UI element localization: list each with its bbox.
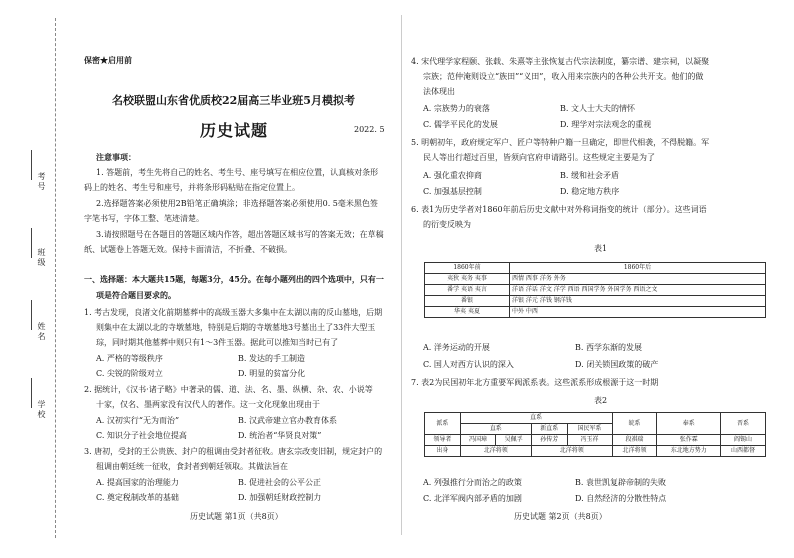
q6-option-a: A. 洋务运动的开展: [423, 343, 490, 352]
section1-heading-line-1: 一、选择题：本大题共15题，每题3分，45分。在每小题列出的四个选项中，只有一: [84, 274, 384, 284]
q1-option-b: B. 发达的手工制造: [238, 354, 305, 363]
table1: [424, 262, 766, 318]
table-cell: 洋语 洋话 洋文 洋学 西语 西国学务 外国学务 西语之文: [510, 285, 766, 296]
q5-option-c: C. 加强基层控制: [423, 187, 482, 196]
subject-title: 历史试题: [200, 121, 269, 140]
table-row: [425, 285, 766, 296]
table-cell: 番学 夷语 夷言: [425, 285, 510, 296]
q4-line-1: 4. 宋代理学家程颐、张载、朱熹等主张恢复古代宗法制度，纂宗谱、建宗祠，以凝聚: [411, 57, 710, 66]
table-cell: 吴佩孚: [496, 435, 532, 446]
q6-line-2: 的衍变反映为: [423, 220, 471, 229]
q7-line-1: 7. 表2为民国初年北方重要军阀派系表。这些派系形成根源于这一时期: [411, 378, 659, 387]
binding-dashed-line: [55, 18, 56, 538]
table-cell: 北洋将领: [531, 446, 612, 457]
exam-no-line: [31, 150, 32, 180]
table-cell: 西情 西事 洋务 外务: [510, 274, 766, 285]
table-cell: 东北地方势力: [657, 446, 721, 457]
table-row: [425, 296, 766, 307]
school-label: 学校: [37, 400, 46, 420]
table-cell: 领导者: [425, 435, 461, 446]
school-line: [31, 378, 32, 408]
table-row: [425, 446, 766, 457]
table-cell: 华夷 夷夏: [425, 307, 510, 318]
table-cell: 奉系: [657, 413, 721, 435]
table-cell: 1860年后: [510, 263, 766, 274]
name-line: [31, 300, 32, 330]
q3-line-1: 3. 唐初，受封的王公贵族、封户的租调由受封者征收。唐玄宗改变旧制，规定封户的: [84, 447, 383, 456]
q1-option-d: D. 明显的贫富分化: [238, 369, 306, 378]
table-cell: 张作霖: [657, 435, 721, 446]
q1-line-2: 则集中在太湖以北的寺墩墓地，特别是后期的寺墩墓地3号墓出土了33件大型玉: [96, 323, 376, 332]
table-cell: 1860年前: [425, 263, 510, 274]
q2-option-a: A. 汉初实行“无为而治”: [96, 416, 180, 425]
q6-option-c: C. 国人对西方认识的深入: [423, 360, 514, 369]
q3-option-b: B. 促进社会的公平公正: [238, 478, 321, 487]
table-cell: 夷狄 夷务 夷事: [425, 274, 510, 285]
q5-option-b: B. 缓和社会矛盾: [560, 171, 619, 180]
table-cell: 派系: [425, 413, 461, 435]
table2-title: 表2: [594, 396, 608, 405]
table-cell: 直系: [460, 424, 531, 435]
exam-title: 名校联盟山东省优质校22届高三毕业班5月模拟考: [112, 94, 355, 107]
table2: [424, 412, 766, 457]
q3-option-a: A. 提高国家的治理能力: [96, 478, 179, 487]
notice-2-line-1: 2.选择题答案必须使用2B铅笔正确填涂；非选择题答案必须使用0. 5毫米黑色签: [96, 199, 378, 208]
secret-mark: 保密★启用前: [84, 55, 132, 65]
notice-1-line-2: 码上的姓名、考生号和座号，并将条形码粘贴在指定位置上。: [84, 183, 300, 192]
table-cell: 晋系: [720, 413, 765, 435]
q4-option-a: A. 宗族势力的衰落: [423, 104, 490, 113]
table-cell: 中外 中西: [510, 307, 766, 318]
q3-option-d: D. 加强朝廷财政控制力: [238, 493, 322, 502]
table-cell: 北洋将领: [612, 446, 657, 457]
left-footer: 历史试题 第1页（共8页）: [190, 512, 283, 521]
table-cell: 北洋将领: [460, 446, 531, 457]
q6-option-d: D. 闭关锁国政策的破产: [575, 360, 659, 369]
exam-no-label: 考号: [37, 172, 46, 192]
notice-3-line-2: 纸、试题卷上答题无效。保持卡面清洁，不折叠、不破损。: [84, 245, 292, 254]
q7-option-c: C. 北洋军阀内部矛盾的加剧: [423, 494, 522, 503]
table-cell: 冯国璋: [460, 435, 496, 446]
q7-option-a: A. 列强推行分而治之的政策: [423, 478, 522, 487]
q4-option-b: B. 文人士大夫的情怀: [560, 104, 635, 113]
q3-option-c: C. 奠定税制改革的基础: [96, 493, 179, 502]
q5-line-2: 民人等出行超过百里，皆须向官府申请路引。这些规定主要是为了: [423, 153, 655, 162]
q4-line-2: 宗族；范仲淹则设立“族田”“义田”，收入用来宗族内的各种公共开支。他们的做: [423, 72, 704, 81]
q4-option-d: D. 理学对宗法观念的重视: [560, 120, 652, 129]
exam-date: 2022. 5: [354, 125, 385, 134]
q2-option-b: B. 汉武帝建立官办教育体系: [238, 416, 337, 425]
q3-line-2: 租调由朝廷统一征收，食封者到朝廷领取。其做法旨在: [96, 462, 288, 471]
q1-line-1: 1. 考古发现，良渚文化前期墓葬中的高级玉器大多集中在太湖以南的反山墓地，后期: [84, 308, 383, 317]
class-line: [31, 228, 32, 258]
q5-option-d: D. 稳定地方秩序: [560, 187, 620, 196]
section1-heading-line-2: 项是符合题目要求的。: [96, 290, 176, 300]
q2-option-d: D. 统治者“华贤良对策”: [238, 431, 322, 440]
table-row: [425, 307, 766, 318]
q4-option-c: C. 儒学平民化的发展: [423, 120, 498, 129]
table-row: [425, 263, 766, 274]
table-cell: 阎锡山: [720, 435, 765, 446]
notice-3-line-1: 3.请按照题号在各题目的答题区域内作答，超出答题区域书写的答案无效；在草稿: [96, 230, 384, 239]
table-cell: 洋银 洋元 洋钱 钢洋钱: [510, 296, 766, 307]
table-row: [425, 435, 766, 446]
q6-option-b: B. 西学东渐的发展: [575, 343, 642, 352]
table-cell: 番银: [425, 296, 510, 307]
table-cell: 出身: [425, 446, 461, 457]
q5-option-a: A. 强化重农抑商: [423, 171, 482, 180]
right-footer: 历史试题 第2页（共8页）: [514, 512, 607, 521]
q6-line-1: 6. 表1为历史学者对1860年前后历史文献中对外称词指变的统计（部分）。这些词语: [411, 205, 707, 214]
q2-line-1: 2. 据统计，《汉书·诸子略》中著录的儒、道、法、名、墨、纵横、杂、农、小说等: [84, 385, 373, 394]
q2-line-2: 十家，仅名、墨两家没有汉代人的著作。这一文化现象出现由于: [96, 400, 320, 409]
table-cell: 段祺瑞: [612, 435, 657, 446]
q5-line-1: 5. 明朝初年，政府规定军户、匠户等特种户籍一旦确定，即世代相袭，不得脱籍。军: [411, 138, 710, 147]
notice-heading: 注意事项：: [96, 152, 136, 162]
class-label: 班级: [37, 248, 46, 268]
table-cell: 皖系: [612, 413, 657, 435]
table-cell: 山西都督: [720, 446, 765, 457]
table-cell: 直系: [460, 413, 612, 424]
notice-1-line-1: 1. 答题前，考生先将自己的姓名、考生号、座号填写在相应位置，认真核对条形: [96, 168, 379, 177]
binding-margin: [0, 0, 62, 558]
table-row: [425, 274, 766, 285]
q7-option-b: B. 袁世凯复辟帝制的失败: [575, 478, 666, 487]
page-divider: [401, 15, 402, 535]
table-cell: 国民军系: [567, 424, 612, 435]
q7-option-d: D. 自然经济的分散性特点: [575, 494, 667, 503]
q1-option-c: C. 尖锐的阶级对立: [96, 369, 163, 378]
q2-option-c: C. 知识分子社会地位提高: [96, 431, 187, 440]
table1-title: 表1: [594, 244, 608, 253]
table-cell: 孙传芳: [531, 435, 567, 446]
name-label: 姓名: [37, 322, 46, 342]
table-row: [425, 413, 766, 424]
q1-option-a: A. 严格的等级秩序: [96, 354, 163, 363]
notice-2-line-2: 字笔书写，字体工整、笔迹清楚。: [84, 214, 204, 223]
q1-line-3: 琮，同时期其他墓葬中则只有1～3件玉器。据此可以推知当时已有了: [96, 338, 339, 347]
table-cell: 冯玉祥: [567, 435, 612, 446]
q4-line-3: 法体现出: [423, 87, 455, 96]
table-cell: 新直系: [531, 424, 567, 435]
